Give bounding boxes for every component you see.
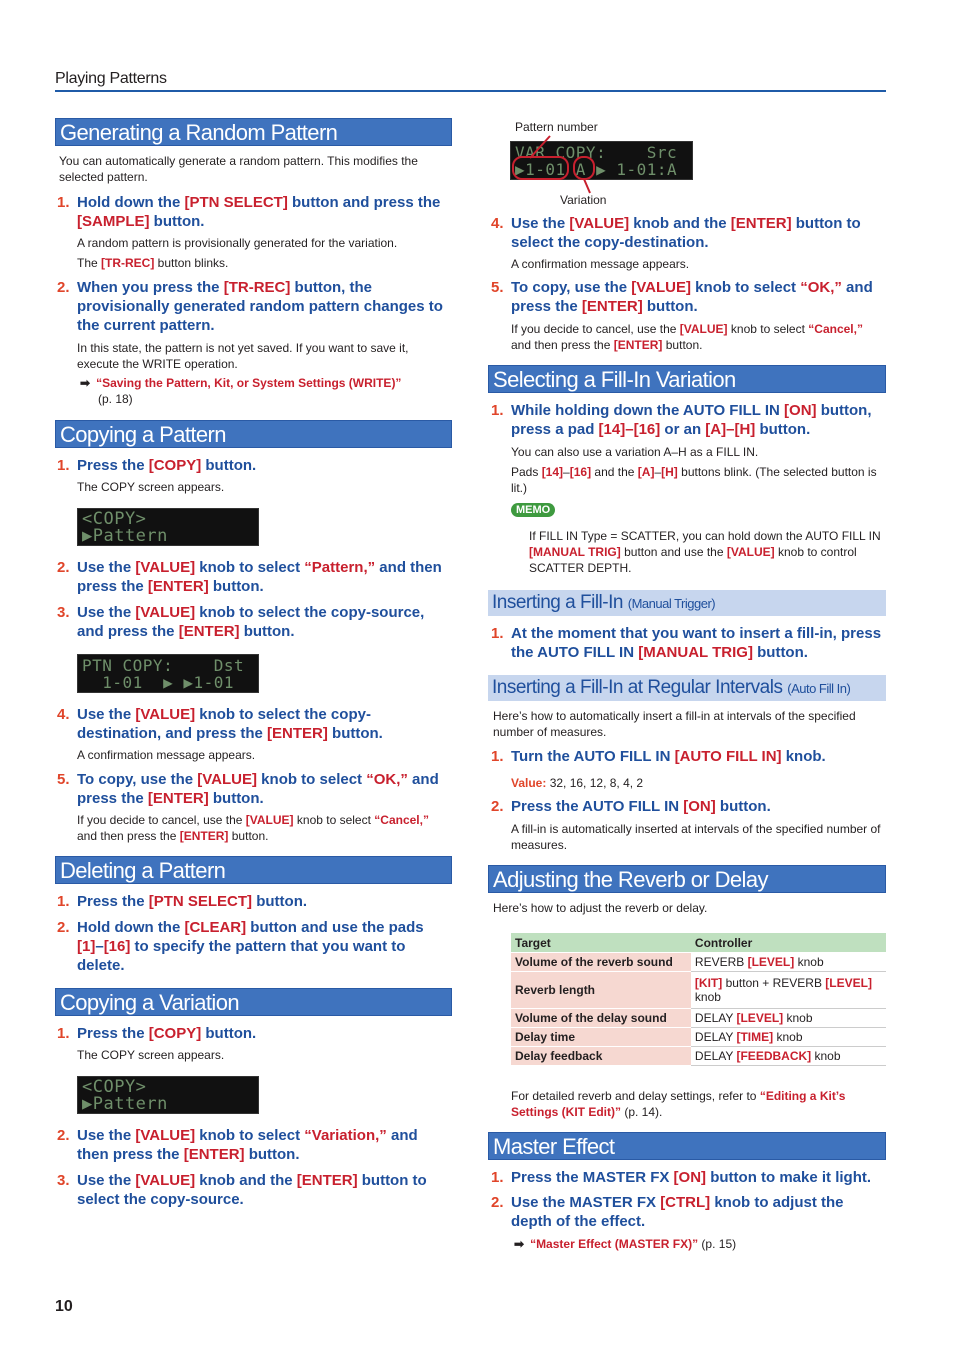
copy-pattern-step-4: 4. Use the [VALUE] knob to select the copy-destination, and press the [ENTER] button. [57, 706, 383, 742]
arrow-right-icon: ➡ [80, 376, 91, 390]
xref-master-effect[interactable]: ➡ “Master Effect (MASTER FX)” (p. 15) [514, 1237, 737, 1251]
random-step-1-note2: The [TR-REC] button blinks. [77, 256, 229, 270]
auto-fill-values: Value: 32, 16, 12, 8, 4, 2 [511, 776, 644, 790]
running-header: Playing Patterns [55, 70, 167, 87]
master-step-2: 2. Use the MASTER FX [CTRL] knob to adjust the depth of the effect. [491, 1194, 844, 1230]
subsection-title-auto-fill-in: Inserting a Fill-In at Regular Intervals (Auto Fill In) [488, 675, 886, 701]
delete-pattern-step-1: 1. Press the [PTN SELECT] button. [57, 893, 308, 910]
step-number: 1. [57, 194, 70, 211]
callout-lines [505, 130, 615, 200]
table-row: Reverb length [KIT] button + REVERB [LEVEL] knob [511, 972, 886, 1009]
memo-badge: MEMO [511, 503, 555, 517]
section-title-reverb-delay: Adjusting the Reverb or Delay [488, 865, 886, 893]
random-intro: You can automatically generate a random pattern. This modifies the selected pattern. [59, 154, 418, 184]
copy-pattern-step-2: 2. Use the [VALUE] knob to select “Pattern,” and then press the [ENTER] button. [57, 559, 442, 595]
auto-fill-step-2-note: A fill-in is automatically inserted at intervals of the specified number of measures. [511, 822, 881, 852]
copy-variation-step-1-note: The COPY screen appears. [77, 1048, 225, 1062]
auto-fill-step-1: 1. Turn the AUTO FILL IN [AUTO FILL IN] knob. [491, 748, 826, 765]
copy-pattern-step-5: 5. To copy, use the [VALUE] knob to select “OK,” and press the [ENTER] button. [57, 771, 439, 807]
reverb-reference: For detailed reverb and delay settings, refer to “Editing a Kit’s Settings (KIT Edit)” (p. 14). [511, 1089, 846, 1119]
section-title-master-effect: Master Effect [488, 1132, 886, 1160]
copy-pattern-step-1: 1. Press the [COPY] button. [57, 457, 257, 474]
table-header-row [511, 933, 886, 953]
label-pattern-number: Pattern number [515, 120, 598, 134]
section-title-random-pattern: Generating a Random Pattern [55, 118, 452, 146]
copy-variation-step-4: 4. Use the [VALUE] knob and the [ENTER] button to select the copy-destination. [491, 215, 861, 251]
manual-trigger-step-1: 1. At the moment that you want to insert a fill-in, press the AUTO FILL IN [MANUAL TRIG] button. [491, 625, 882, 661]
random-step-2-note: In this state, the pattern is not yet saved. If you want to save it, execute the WRITE operation. [77, 341, 409, 371]
table-row: Volume of the reverb sound REVERB [LEVEL] knob [511, 953, 886, 972]
section-title-copying-pattern: Copying a Pattern [55, 420, 452, 448]
random-step-1-note1: A random pattern is provisionally generated for the variation. [77, 236, 398, 250]
fill-in-step-1: 1. While holding down the AUTO FILL IN [ON] button, press a pad [14]–[16] or an [A]–[H] button. [491, 402, 872, 438]
delete-pattern-step-2: 2. Hold down the [CLEAR] button and use the pads [1]–[16] to specify the pattern that you want to delete. [57, 919, 424, 974]
lcd-copy-screen-2: <COPY> ▶Pattern [77, 1076, 259, 1114]
copy-pattern-step-3: 3. Use the [VALUE] knob to select the copy-source, and press the [ENTER] button. [57, 604, 425, 640]
section-title-copying-variation: Copying a Variation [55, 988, 452, 1016]
col-target: Target [511, 933, 691, 953]
page-number: 10 [55, 1298, 73, 1315]
lcd-ptn-copy-screen: PTN COPY: Dst 1-01 ▶ ▶1-01 [77, 654, 259, 693]
section-title-deleting-pattern: Deleting a Pattern [55, 856, 452, 884]
reverb-intro: Here’s how to adjust the reverb or delay. [493, 901, 708, 915]
random-step-1: 1. Hold down the [PTN SELECT] button and press the [SAMPLE] button. [57, 194, 441, 230]
lcd-var-copy-screen: VAR COPY: Src ▶1-01 A ▶ 1-01:A [510, 141, 693, 180]
copy-variation-step-4-note: A confirmation message appears. [511, 257, 690, 271]
random-step-2: 2. When you press the [TR-REC] button, the provisionally generated random pattern changes to the current pattern. [57, 279, 443, 334]
master-step-1: 1. Press the MASTER FX [ON] button to make it light. [491, 1169, 872, 1186]
reverb-delay-table [511, 933, 886, 1066]
section-title-fill-in-variation: Selecting a Fill-In Variation [488, 365, 886, 393]
copy-pattern-step-4-note: A confirmation message appears. [77, 748, 256, 762]
col-controller: Controller [691, 933, 886, 953]
auto-fill-intro: Here’s how to automatically insert a fill-in at intervals of the specified number of measures. [493, 709, 856, 739]
fill-in-note-2: Pads [14]–[16] and the [A]–[H] buttons blink. (The selected button is lit.) [511, 465, 877, 495]
header-rule [55, 90, 886, 92]
table-row: Volume of the delay sound DELAY [LEVEL] knob [511, 1009, 886, 1028]
memo-text: If FILL IN Type = SCATTER, you can hold down the AUTO FILL IN [MANUAL TRIG] button and use the [VALUE] knob to control SCATTER DEPTH. [529, 529, 881, 575]
copy-pattern-step-1-note: The COPY screen appears. [77, 480, 225, 494]
subsection-title-manual-trigger: Inserting a Fill-In (Manual Trigger) [488, 590, 886, 616]
xref-editing-kit[interactable]: “Editing a Kit’s Settings (KIT Edit)” [511, 1089, 846, 1119]
copy-variation-step-2: 2. Use the [VALUE] knob to select “Variation,” and then press the [ENTER] button. [57, 1127, 418, 1163]
lcd-copy-screen: <COPY> ▶Pattern [77, 508, 259, 546]
auto-fill-step-2: 2. Press the AUTO FILL IN [ON] button. [491, 798, 771, 815]
xref-saving-pattern[interactable]: ➡ “Saving the Pattern, Kit, or System Settings (WRITE)” (p. 18) [80, 376, 402, 406]
copy-variation-step-5: 5. To copy, use the [VALUE] knob to select “OK,” and press the [ENTER] button. [491, 279, 873, 315]
copy-variation-step-5-note: If you decide to cancel, use the [VALUE] knob to select “Cancel,” and then press the [ENTER] button. [511, 322, 863, 352]
copy-pattern-step-5-note: If you decide to cancel, use the [VALUE] knob to select “Cancel,” and then press the [ENTER] button. [77, 813, 429, 843]
copy-variation-step-3: 3. Use the [VALUE] knob and the [ENTER] button to select the copy-source. [57, 1172, 427, 1208]
fill-in-note-1: You can also use a variation A–H as a FILL IN. [511, 445, 759, 459]
table-row: Delay time DELAY [TIME] knob [511, 1028, 886, 1047]
arrow-right-icon: ➡ [514, 1237, 525, 1251]
table-row: Delay feedback DELAY [FEEDBACK] knob [511, 1047, 886, 1066]
label-variation: Variation [560, 193, 607, 207]
copy-variation-step-1: 1. Press the [COPY] button. [57, 1025, 257, 1042]
